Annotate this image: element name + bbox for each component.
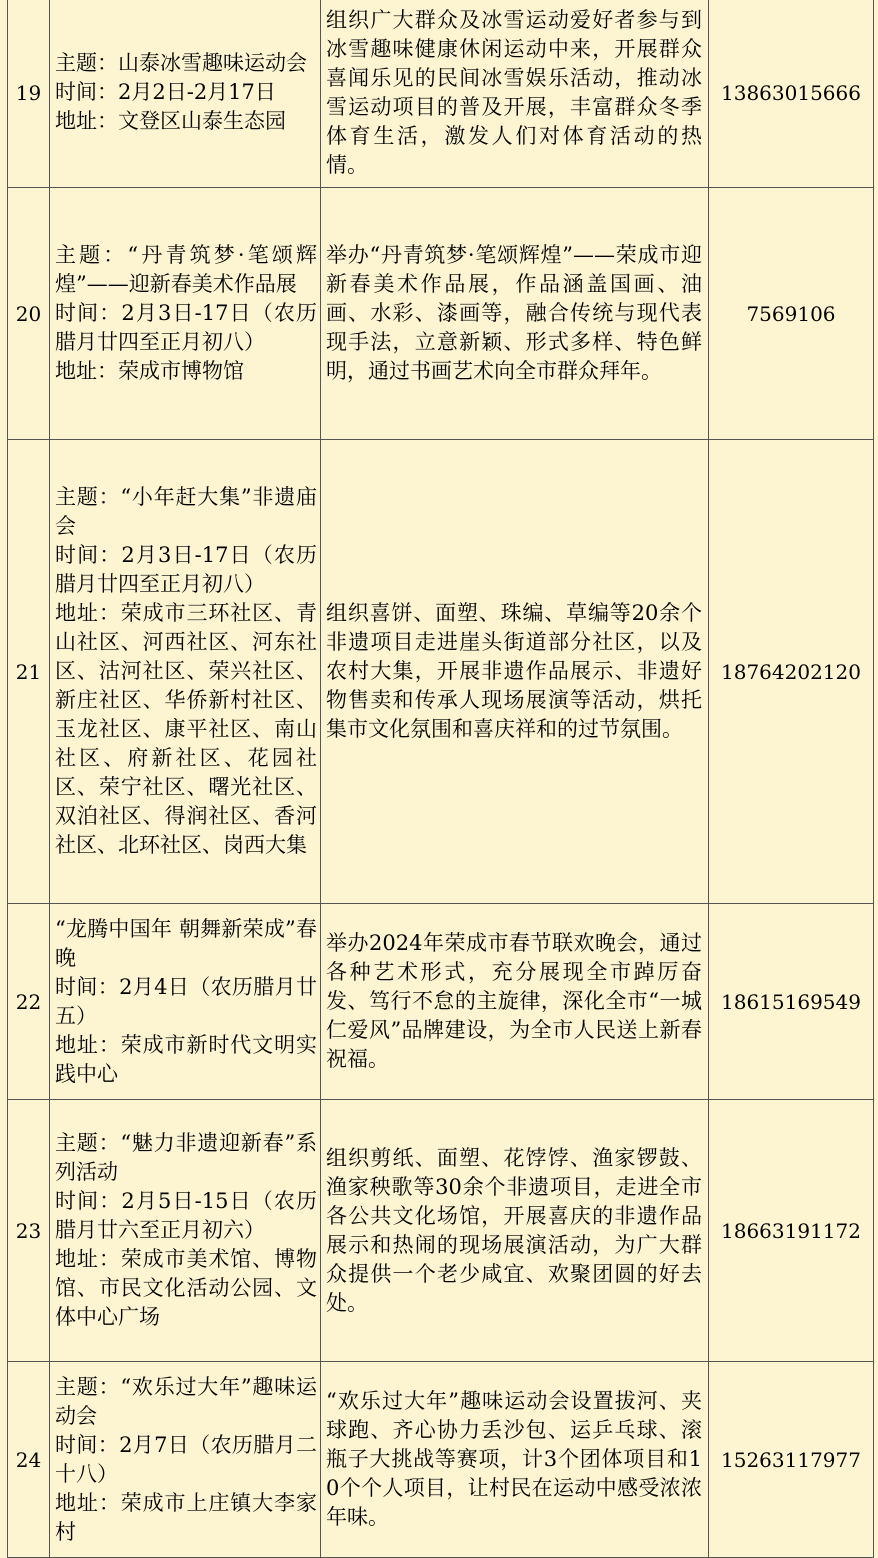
contact-phone: 7569106 xyxy=(709,188,874,440)
event-description: 举办2024年荣成市春节联欢晚会，通过各种艺术形式，充分展现全市踔厉奋发、笃行不怠的主旋律，深化全市“一城仁爱风”品牌建设，为全市人民送上新春祝福。 xyxy=(321,904,709,1100)
event-info xyxy=(50,1362,321,1558)
contact-phone: 13863015666 xyxy=(709,0,874,188)
event-description: 举办“丹青筑梦·笔颂辉煌”——荣成市迎新春美术作品展，作品涵盖国画、油画、水彩、漆画等，融合传统与现代表现手法，立意新颖、形式多样、特色鲜明，通过书画艺术向全市群众拜年。 xyxy=(321,188,709,440)
event-address: 地址：荣成市上庄镇大李家村 xyxy=(55,1490,317,1544)
table-row xyxy=(8,188,874,440)
event-time: 时间：2月2日-2月17日 xyxy=(55,80,276,104)
contact-phone: 18764202120 xyxy=(709,440,874,904)
row-number: 24 xyxy=(8,1362,50,1558)
row-number: 22 xyxy=(8,904,50,1100)
row-number: 23 xyxy=(8,1100,50,1362)
event-description: 组织剪纸、面塑、花饽饽、渔家锣鼓、渔家秧歌等30余个非遗项目，走进全市各公共文化场馆，开展喜庆的非遗作品展示和热闹的现场展演活动，为广大群众提供一个老少咸宜、欢聚团圆的好去处。 xyxy=(321,1100,709,1362)
event-theme: 主题：“小年赶大集”非遗庙会 xyxy=(55,485,317,538)
contact-phone: 15263117977 xyxy=(709,1362,874,1558)
row-number: 19 xyxy=(8,0,50,188)
table-row xyxy=(8,1362,874,1558)
event-theme: 主题：“魅力非遗迎新春”系列活动 xyxy=(55,1131,317,1184)
event-address: 地址：荣成市三环社区、青山社区、河西社区、河东社区、沽河社区、荣兴社区、新庄社区、华侨新村社区、玉龙社区、康平社区、南山社区、府新社区、花园社区、荣宁社区、曙光社区、双泊社区、得润社区、香河社区、北环社区、岗西大集 xyxy=(55,601,317,857)
row-number: 21 xyxy=(8,440,50,904)
event-address: 地址：荣成市新时代文明实践中心 xyxy=(55,1032,317,1086)
events-table xyxy=(7,0,874,1558)
event-info xyxy=(50,440,321,904)
event-info xyxy=(50,0,321,188)
table-row xyxy=(8,440,874,904)
event-address: 地址：文登区山泰生态园 xyxy=(55,109,286,133)
event-info xyxy=(50,1100,321,1362)
event-info xyxy=(50,904,321,1100)
event-theme: 主题：“丹青筑梦·笔颂辉煌”——迎新春美术作品展 xyxy=(55,243,317,296)
event-time: 时间：2月3日-17日（农历腊月廿四至正月初八） xyxy=(55,301,317,354)
event-time: 时间：2月7日（农历腊月二十八） xyxy=(55,1432,317,1486)
event-theme: 主题：“欢乐过大年”趣味运动会 xyxy=(55,1374,317,1428)
event-info xyxy=(50,188,321,440)
event-description: 组织喜饼、面塑、珠编、草编等20余个非遗项目走进崖头街道部分社区，以及农村大集，开展非遗作品展示、非遗好物售卖和传承人现场展演等活动，烘托集市文化氛围和喜庆祥和的过节氛围。 xyxy=(321,440,709,904)
event-time: 时间：2月3日-17日（农历腊月廿四至正月初八） xyxy=(55,543,317,596)
event-time: 时间：2月4日（农历腊月廿五） xyxy=(55,974,317,1028)
table-row xyxy=(8,0,874,188)
event-theme: 主题：山泰冰雪趣味运动会 xyxy=(55,51,307,75)
row-number: 20 xyxy=(8,188,50,440)
event-time: 时间：2月5日-15日（农历腊月廿六至正月初六） xyxy=(55,1189,317,1242)
contact-phone: 18615169549 xyxy=(709,904,874,1100)
event-address: 地址：荣成市美术馆、博物馆、市民文化活动公园、文体中心广场 xyxy=(55,1247,317,1329)
event-description: “欢乐过大年”趣味运动会设置拔河、夹球跑、齐心协力丢沙包、运乒乓球、滚瓶子大挑战等赛项，计3个团体项目和10个个人项目，让村民在运动中感受浓浓年味。 xyxy=(321,1362,709,1558)
event-address: 地址：荣成市博物馆 xyxy=(55,359,244,383)
event-description: 组织广大群众及冰雪运动爱好者参与到冰雪趣味健康休闲运动中来，开展群众喜闻乐见的民间冰雪娱乐活动，推动冰雪运动项目的普及开展，丰富群众冬季体育生活，激发人们对体育活动的热情。 xyxy=(321,0,709,188)
event-theme: “龙腾中国年 朝舞新荣成”春晚 xyxy=(55,916,317,970)
contact-phone: 18663191172 xyxy=(709,1100,874,1362)
table-row xyxy=(8,1100,874,1362)
table-row xyxy=(8,904,874,1100)
